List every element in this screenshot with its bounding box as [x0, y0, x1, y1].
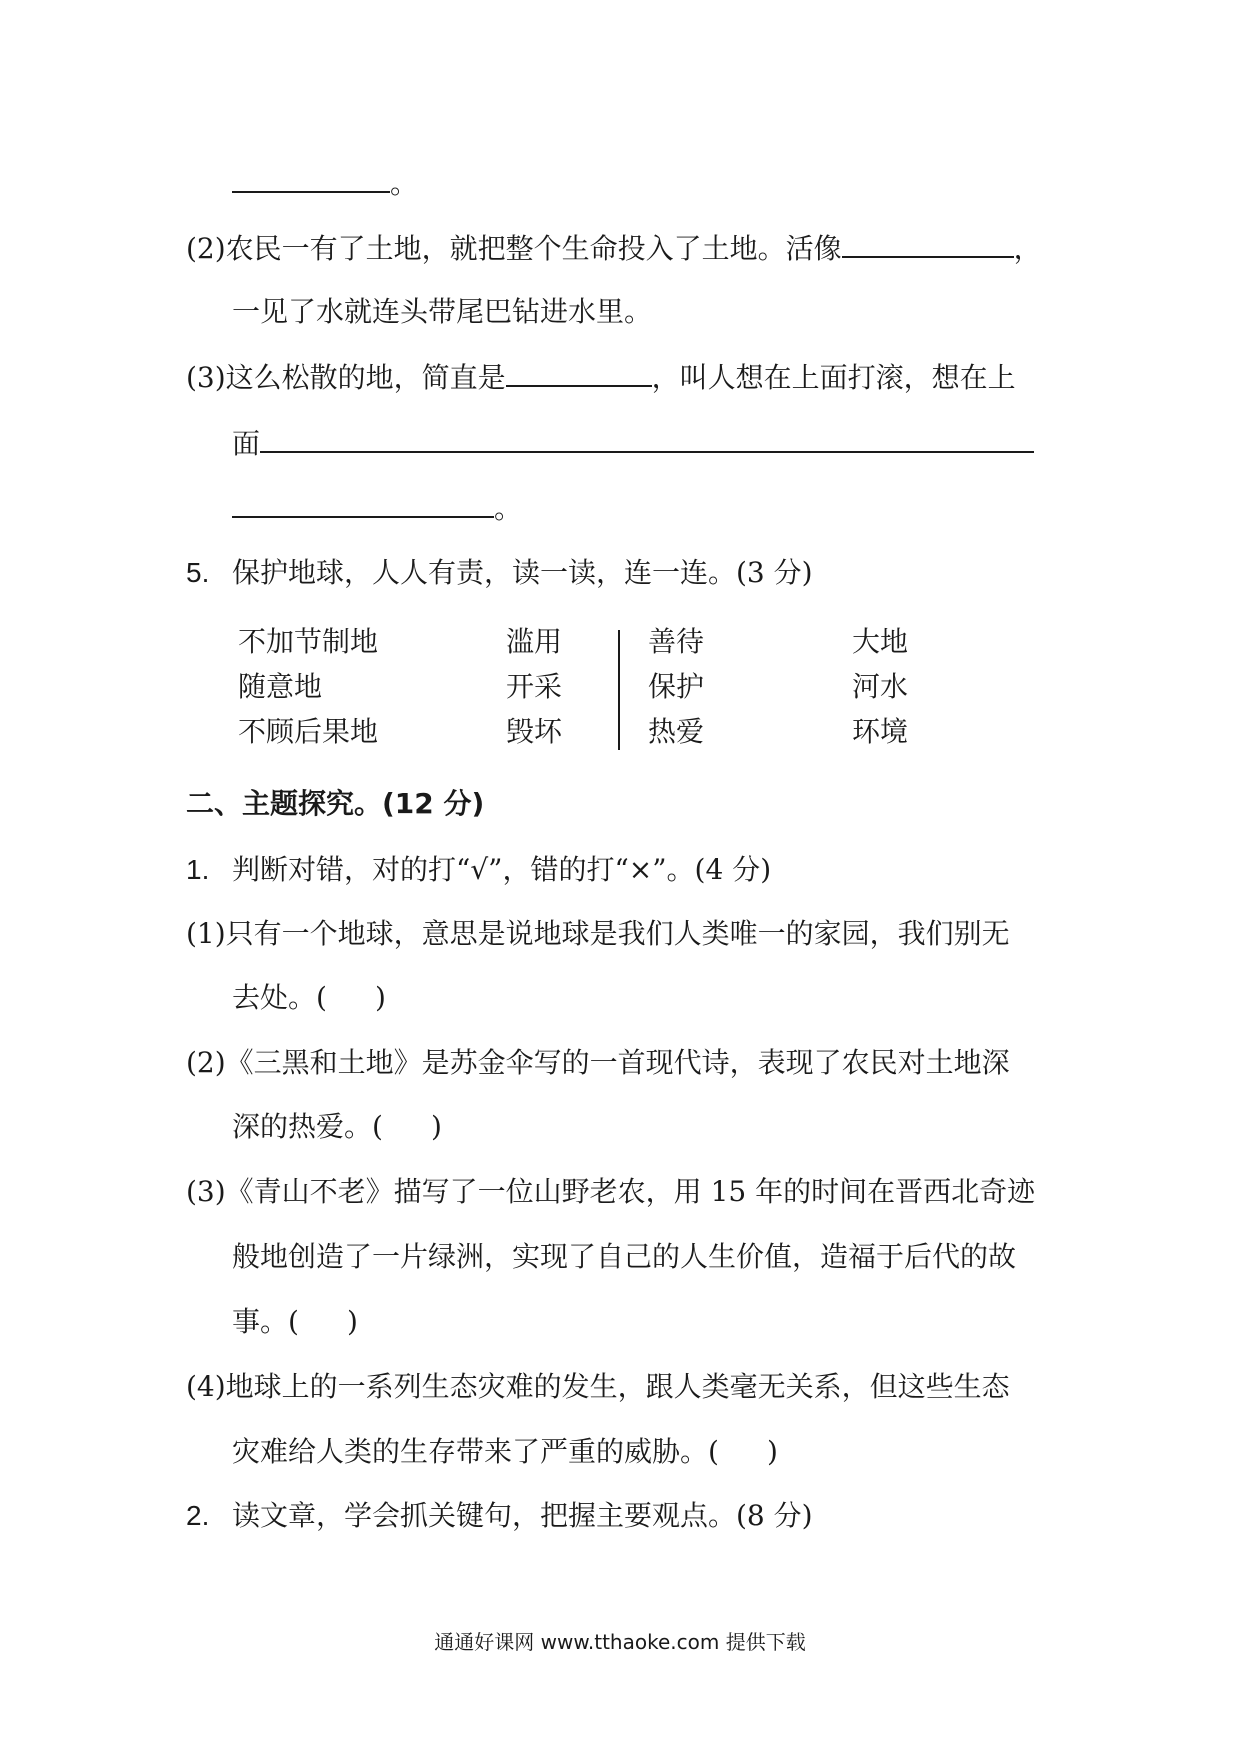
verb-left-0[interactable]: 滥用 [506, 625, 563, 658]
s2q1-item4-line2: 灾难给人类的生存带来了严重的威胁。( ) [232, 1432, 778, 1472]
answer-blank[interactable] [232, 163, 390, 193]
verb-right-1[interactable]: 保护 [648, 670, 705, 703]
s2q1-item2-line1: (2)《三黑和土地》是苏金伞写的一首现代诗，表现了农民对土地深 [186, 1046, 1010, 1079]
s2q1-item3-line1: (3)《青山不老》描写了一位山野老农，用 15 年的时间在晋西北奇迹 [186, 1175, 1036, 1208]
answer-blank[interactable] [232, 488, 494, 518]
answer-paren[interactable]: ) [374, 981, 386, 1014]
s2q1-item1-line1: (1)只有一个地球，意思是说地球是我们人类唯一的家园，我们别无 [186, 917, 1010, 950]
section2-title: 二、主题探究。(12 分) [186, 787, 485, 820]
q5-title: 5. 保护地球，人人有责，读一读，连一连。(3 分) [186, 556, 813, 589]
verb-left-1[interactable]: 开采 [506, 670, 563, 703]
adverb-0[interactable]: 不加节制地 [238, 625, 379, 658]
q4-item3-line2: 面 [232, 423, 1034, 464]
s2q1-item3-line2: 般地创造了一片绿洲，实现了自己的人生价值，造福于后代的故 [232, 1240, 1017, 1273]
q4-item2-line1: (2)农民一有了土地，就把整个生命投入了土地。活像 ， [186, 228, 1042, 269]
adverb-2[interactable]: 不顾后果地 [238, 715, 379, 748]
answer-blank[interactable] [842, 228, 1014, 258]
answer-paren[interactable]: ) [766, 1435, 778, 1468]
verb-right-0[interactable]: 善待 [648, 625, 705, 658]
adverb-1[interactable]: 随意地 [238, 670, 323, 703]
s2q1-item4-line1: (4)地球上的一系列生态灾难的发生，跟人类毫无关系，但这些生态 [186, 1370, 1010, 1403]
answer-blank[interactable] [506, 357, 652, 387]
verb-right-2[interactable]: 热爱 [648, 715, 705, 748]
noun-2[interactable]: 环境 [852, 715, 909, 748]
q4-item3-line3: 。 [232, 488, 522, 529]
verb-left-2[interactable]: 毁坏 [506, 715, 563, 748]
s2q2-title: 2. 读文章，学会抓关键句，把握主要观点。(8 分) [186, 1499, 813, 1532]
answer-paren[interactable]: ) [430, 1110, 442, 1143]
s2q1-item1-line2: 去处。( ) [232, 978, 386, 1018]
s2q1-title: 1. 判断对错，对的打“√”，错的打“×”。(4 分) [186, 853, 772, 886]
s2q1-item2-line2: 深的热爱。( ) [232, 1107, 442, 1147]
q4-item3-line1: (3)这么松散的地，简直是 ，叫人想在上面打滚，想在上 [186, 357, 1016, 398]
noun-0[interactable]: 大地 [852, 625, 909, 658]
noun-1[interactable]: 河水 [852, 670, 909, 703]
answer-blank[interactable] [260, 423, 1034, 453]
s2q1-item3-line3: 事。( ) [232, 1302, 358, 1342]
footer-credit: 通通好课网 www.tthaoke.com 提供下载 [434, 1630, 806, 1654]
answer-paren[interactable]: ) [346, 1305, 358, 1338]
q4-item2-line2: 一见了水就连头带尾巴钻进水里。 [232, 295, 653, 328]
blank-line-item1-end: 。 [232, 163, 418, 204]
column-divider [618, 630, 620, 750]
